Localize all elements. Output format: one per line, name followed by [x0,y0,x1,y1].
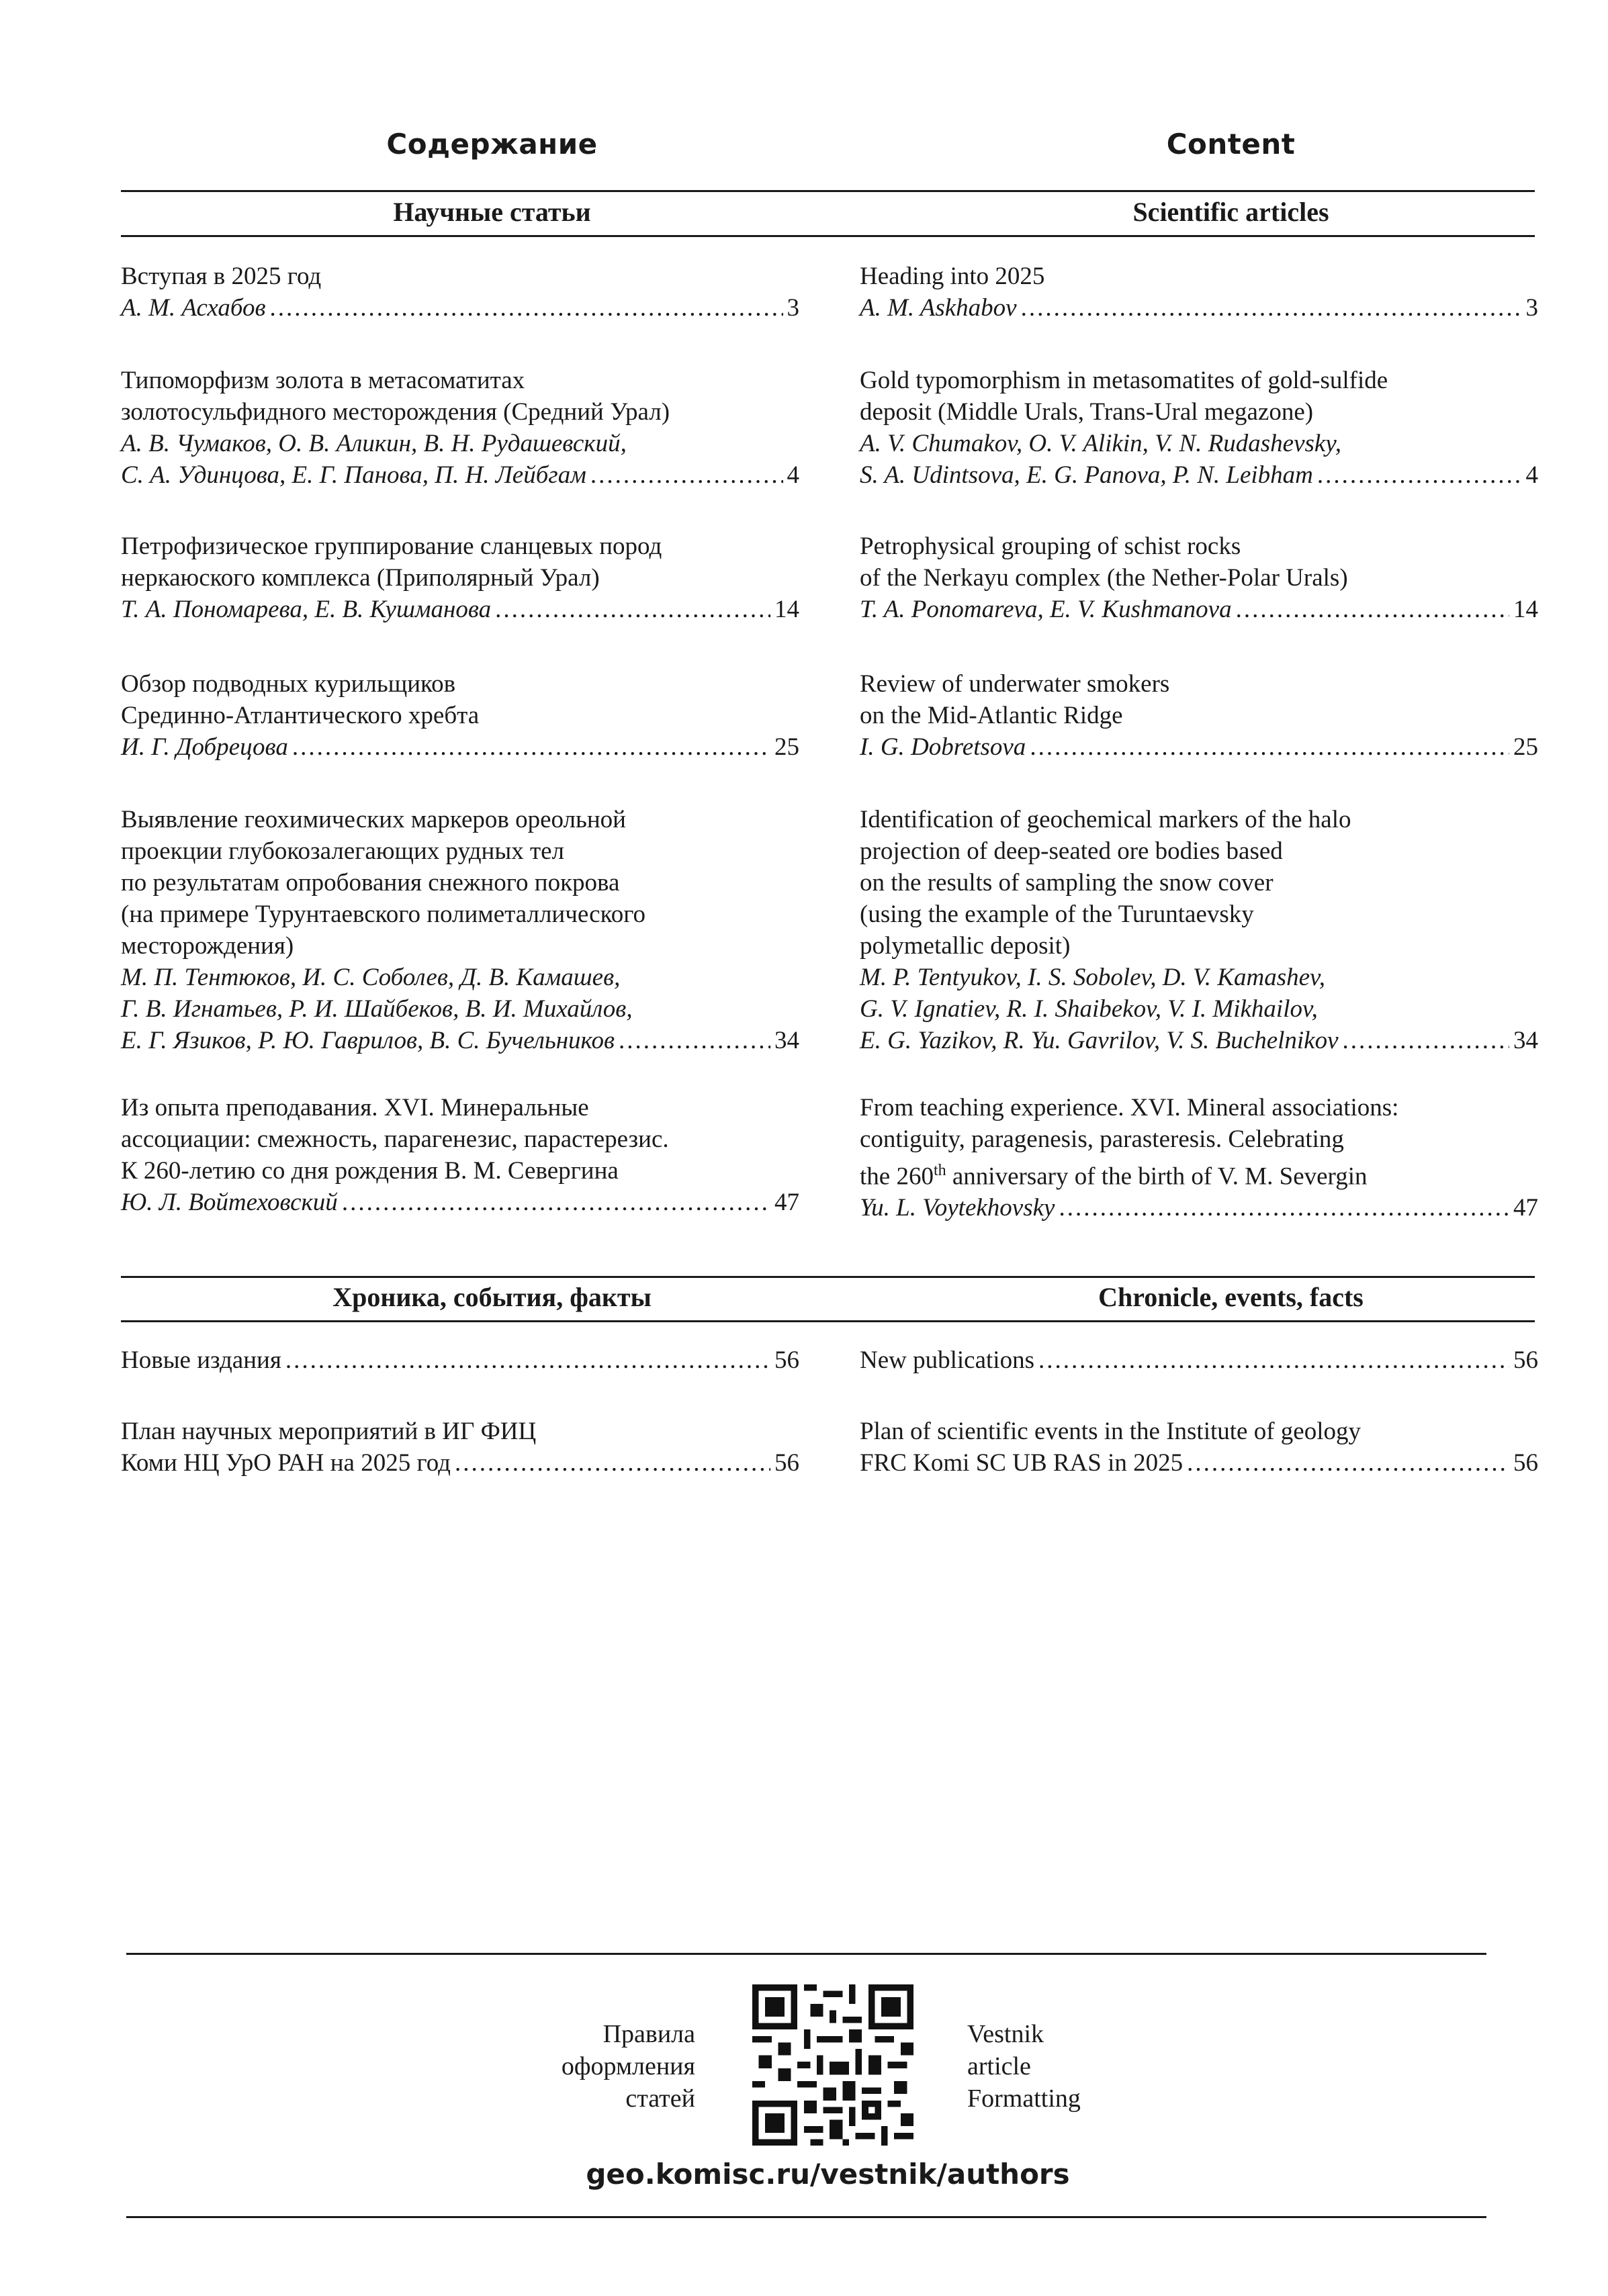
toc-chronicle-entry[interactable] [860,1344,1538,1376]
chronicle-rule-top [121,1276,1535,1278]
article-title-line: Срединно-Атлантического хребта [121,702,480,729]
article-title-line [860,1155,1538,1192]
article-title-line: Типоморфизм золота в метасоматитах [121,367,525,394]
toc-leader-line [860,594,1538,625]
ru-contents-heading: Содержание [386,128,598,160]
article-authors: Т. А. Пономарева, Е. В. Кушманова [121,596,492,623]
toc-chronicle-entry[interactable] [121,1344,799,1376]
dot-leader [1030,731,1509,763]
en-section-scientific-articles: Scientific articles [1132,197,1329,227]
article-title-line: Из опыта преподавания. XVI. Минеральные [121,1094,589,1121]
article-authors: Yu. L. Voytekhovsky [860,1194,1055,1222]
article-title-line: deposit (Middle Urals, Trans-Ural megazone) [860,398,1314,426]
article-title-line: (using the example of the Turuntaevsky [860,901,1254,928]
page-number: 14 [774,596,799,623]
rules-label-ru: Правила оформления статей [561,2020,695,2113]
article-authors: A. V. Chumakov, O. V. Alikin, V. N. Rudashevsky, [860,430,1341,457]
article-title-line: ассоциации: смежность, парагенезис, парастерезис. [121,1126,669,1153]
toc-leader-line [860,1447,1538,1479]
entry-title-line: Новые издания [121,1346,281,1374]
dot-leader [342,1187,770,1218]
title-text: the 260 [860,1162,934,1191]
article-title-line: Heading into 2025 [860,263,1045,290]
page-number: 4 [787,461,799,489]
dot-leader [495,594,770,625]
toc-leader-line [860,1192,1538,1224]
article-title-line: (на примере Турунтаевского полиметаллического [121,901,645,928]
article-authors: I. G. Dobretsova [860,733,1026,761]
dot-leader [1317,459,1522,491]
toc-article-entry[interactable] [121,365,799,491]
page-number: 56 [774,1346,799,1374]
title-text: anniversary of the birth of V. M. Severgin [946,1162,1368,1191]
ordinal-suffix: th [933,1162,946,1179]
toc-leader-line [121,459,799,491]
toc-leader-line [121,292,799,324]
toc-chronicle-entry[interactable] [860,1416,1538,1479]
page-number: 56 [1513,1346,1538,1374]
page-number: 34 [774,1027,799,1054]
article-title-line: неркаюского комплекса (Приполярный Урал) [121,564,600,592]
en-contents-heading: Content [1166,128,1296,160]
page-number: 25 [774,733,799,761]
page-number: 34 [1513,1027,1538,1054]
article-authors: G. V. Ignatiev, R. I. Shaibekov, V. I. Mikhailov, [860,995,1318,1023]
article-title-line: месторождения) [121,932,294,960]
page-number: 14 [1513,596,1538,623]
toc-article-entry[interactable] [121,668,799,763]
article-title-line: золотосульфидного месторождения (Средний Урал) [121,398,670,426]
dot-leader [590,459,783,491]
ru-section-chronicle: Хроника, события, факты [332,1282,652,1312]
dot-leader [292,731,770,763]
toc-leader-line [860,731,1538,763]
entry-title-line: Коми НЦ УрО РАН на 2025 год [121,1449,451,1477]
toc-leader-line [121,594,799,625]
page-number: 56 [1513,1449,1538,1477]
page-number: 4 [1525,461,1538,489]
article-authors: T. A. Ponomareva, E. V. Kushmanova [860,596,1232,623]
section-rule-top [121,190,1535,192]
footer-rule-bottom [126,2216,1486,2218]
article-title-line: on the Mid-Atlantic Ridge [860,702,1123,729]
article-authors: Е. Г. Язиков, Р. Ю. Гаврилов, В. С. Бучельников [121,1027,615,1054]
chronicle-rule-bottom [121,1320,1535,1322]
en-section-chronicle: Chronicle, events, facts [1098,1282,1364,1312]
article-title-line: Вступая в 2025 год [121,263,322,290]
article-title-line: проекции глубокозалегающих рудных тел [121,837,565,865]
article-title-line: projection of deep-seated ore bodies based [860,837,1283,865]
toc-leader-line [121,1187,799,1218]
entry-title-line: New publications [860,1346,1034,1374]
entry-title-line: План научных мероприятий в ИГ ФИЦ [121,1418,537,1445]
article-authors: И. Г. Добрецова [121,733,288,761]
footer-rule-top [126,1953,1486,1955]
article-title-line: Обзор подводных курильщиков [121,670,456,698]
article-authors: А. М. Асхабов [121,294,266,322]
article-title-line: Петрофизическое группирование сланцевых пород [121,533,662,560]
authors-url-link[interactable]: geo.komisc.ru/vestnik/authors [586,2158,1070,2191]
toc-leader-line [860,1344,1538,1376]
article-title-line: of the Nerkayu complex (the Nether-Polar Urals) [860,564,1348,592]
article-title-line: по результатам опробования снежного покрова [121,869,620,897]
page-number: 3 [1525,294,1538,322]
article-title-line: Petrophysical grouping of schist rocks [860,533,1241,560]
dot-leader [1187,1447,1509,1479]
dot-leader [1038,1344,1509,1376]
dot-leader [1021,292,1522,324]
qr-code-icon[interactable] [752,1984,913,2146]
toc-article-entry[interactable] [860,804,1538,1056]
toc-leader-line [121,1447,799,1479]
article-title-line: К 260-летию со дня рождения В. М. Севергина [121,1157,619,1185]
article-authors: М. П. Тентюков, И. С. Соболев, Д. В. Камашев, [121,964,621,991]
toc-leader-line [860,1025,1538,1056]
dot-leader [1343,1025,1509,1056]
toc-article-entry[interactable] [860,365,1538,491]
article-authors: M. P. Tentyukov, I. S. Sobolev, D. V. Kamashev, [860,964,1325,991]
toc-article-entry[interactable] [860,531,1538,625]
page-number: 25 [1513,733,1538,761]
article-title-line: Выявление геохимических маркеров ореольной [121,806,626,833]
section-rule-bottom [121,235,1535,237]
dot-leader [1236,594,1509,625]
toc-leader-line [860,292,1538,324]
dot-leader [285,1344,770,1376]
toc-article-entry[interactable] [121,1092,799,1218]
article-authors: E. G. Yazikov, R. Yu. Gavrilov, V. S. Buchelnikov [860,1027,1339,1054]
toc-chronicle-entry[interactable] [121,1416,799,1479]
article-authors: С. А. Удинцова, Е. Г. Панова, П. Н. Лейбгам [121,461,586,489]
article-authors: A. M. Askhabov [860,294,1017,322]
article-authors: Г. В. Игнатьев, Р. И. Шайбеков, В. И. Михайлов, [121,995,633,1023]
entry-title-line: Plan of scientific events in the Institute of geology [860,1418,1361,1445]
toc-leader-line [860,459,1538,491]
toc-article-entry[interactable] [860,1092,1538,1224]
toc-article-entry[interactable] [121,804,799,1056]
page-number: 56 [774,1449,799,1477]
toc-leader-line [121,1344,799,1376]
article-title-line: Review of underwater smokers [860,670,1170,698]
article-title-line: Gold typomorphism in metasomatites of gold-sulfide [860,367,1388,394]
page-number: 3 [787,294,799,322]
toc-article-entry[interactable] [121,261,799,324]
article-title-line: contiguity, paragenesis, parasteresis. Celebrating [860,1126,1344,1153]
dot-leader [619,1025,770,1056]
page-number: 47 [774,1189,799,1216]
toc-article-entry[interactable] [121,531,799,625]
article-title-line: on the results of sampling the snow cover [860,869,1274,897]
page-number: 47 [1513,1194,1538,1222]
article-authors: S. A. Udintsova, E. G. Panova, P. N. Leibham [860,461,1313,489]
dot-leader [270,292,783,324]
article-title-line: polymetallic deposit) [860,932,1071,960]
article-authors: А. В. Чумаков, О. В. Аликин, В. Н. Рудашевский, [121,430,627,457]
dot-leader [455,1447,770,1479]
article-title-line: Identification of geochemical markers of the halo [860,806,1351,833]
rules-label-en: Vestnik article Formatting [967,2020,1081,2113]
toc-leader-line [121,731,799,763]
toc-leader-line [121,1025,799,1056]
article-authors: Ю. Л. Войтеховский [121,1189,338,1216]
ru-section-scientific-articles: Научные статьи [393,197,591,227]
dot-leader [1059,1192,1509,1224]
toc-article-entry[interactable] [860,668,1538,763]
article-title-line: From teaching experience. XVI. Mineral associations: [860,1094,1399,1121]
entry-title-line: FRC Komi SC UB RAS in 2025 [860,1449,1183,1477]
toc-article-entry[interactable] [860,261,1538,324]
